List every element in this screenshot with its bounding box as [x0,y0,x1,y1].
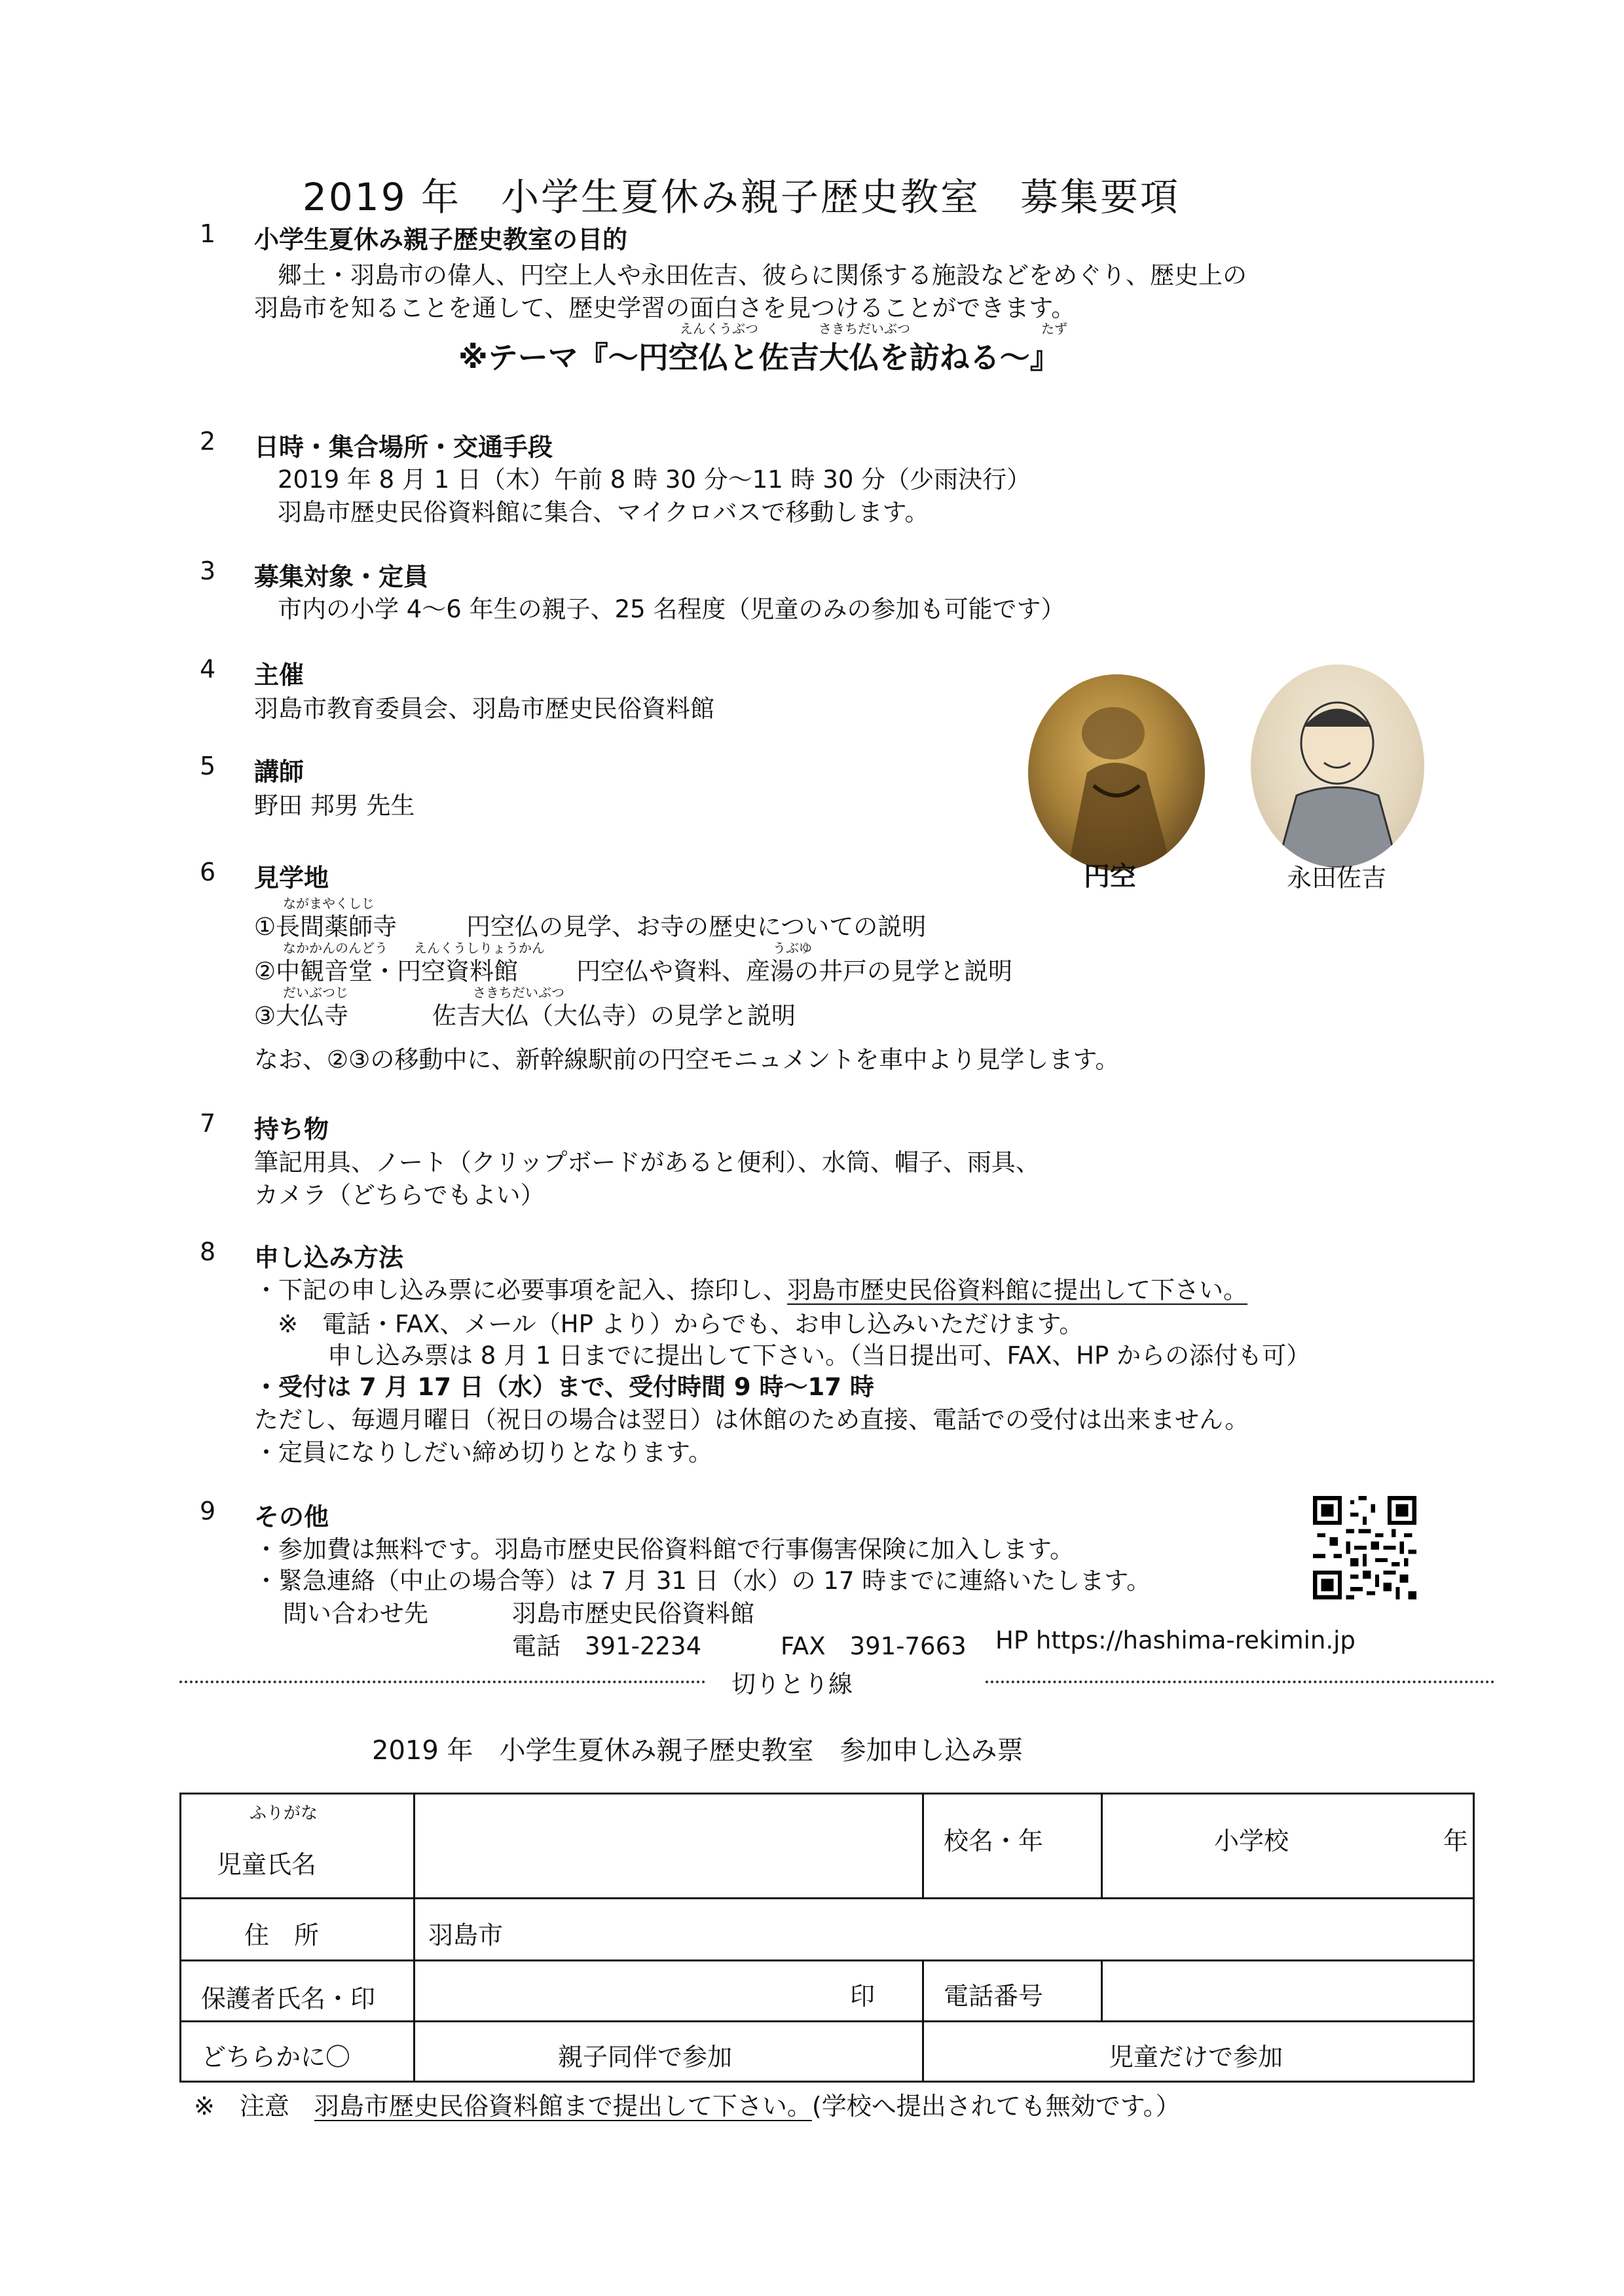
cut-line-left [179,1681,705,1683]
phone-field[interactable] [1102,1961,1474,2022]
section-text: 羽島市歴史民俗資料館に集合、マイクロバスで移動します。 [278,498,929,526]
apply-instruction: ・下記の申し込み票に必要事項を記入、捺印し、 [254,1276,787,1304]
section-heading: 見学地 [254,864,329,892]
sakichi-portrait [1251,665,1424,867]
visit-place: ③大仏寺 [254,1002,349,1030]
visit-desc: 佐吉大仏（大仏寺）の見学と説明 [432,1002,796,1030]
address-label: 住 所 [244,1921,320,1950]
section-heading: その他 [254,1503,329,1531]
visit-place: ②中観音堂・円空資料館 [254,957,519,985]
contact-phone: 電話 391-2234 [512,1632,702,1660]
section-heading: 日時・集合場所・交通手段 [254,433,553,462]
desc-ruby: さきちだいぶつ [473,985,564,1000]
section-heading: 小学生夏休み親子歴史教室の目的 [254,225,628,254]
guardian-label-cell [181,1961,415,2022]
portrait-caption: 永田佐吉 [1287,864,1387,892]
footer-underlined: 羽島市歴史民俗資料館まで提出して下さい。 [314,2092,812,2121]
phone-label-cell [923,1961,1102,2022]
place-ruby: だいぶつじ [283,985,348,1000]
section-heading: 講師 [254,757,304,786]
section-number: 7 [200,1109,216,1138]
section-text: 2019 年 8 月 1 日（木）午前 8 時 30 分～11 時 30 分（少雨決行） [278,465,1031,494]
choice-label-cell [181,2022,415,2082]
section-heading: 主催 [254,661,304,689]
phone-label: 電話番号 [944,1982,1044,2011]
section-text: 野田 邦男 先生 [254,792,415,820]
footer-suffix: (学校へ提出されても無効です。） [811,2092,1181,2121]
section-text: ・定員になりしだい締め切りとなります。 [254,1438,713,1467]
visit-desc: 円空仏の見学、お寺の歴史についての説明 [466,913,927,941]
address-field[interactable] [415,1899,1474,1961]
contact-fax: FAX 391-7663 [781,1632,967,1660]
cut-line-label: 切りとり線 [731,1670,853,1698]
school-value: 小学校 [1214,1827,1289,1855]
form-title: 2019 年 小学生夏休み親子歴史教室 参加申し込み票 [372,1736,1024,1766]
option-with-parent[interactable] [415,2022,923,2082]
address-value: 羽島市 [428,1921,504,1950]
option-with-parent-label: 親子同伴で参加 [558,2043,733,2071]
section-number: 2 [200,427,216,456]
contact-label: 問い合わせ先 [283,1599,428,1628]
section-text: ※ 電話・FAX、メール（HP より）からでも、お申し込みいただけます。 [278,1310,1084,1338]
desc-ruby: うぶゆ [773,940,812,956]
section-number: 6 [200,858,216,886]
grade-suffix: 年 [1443,1827,1469,1855]
enku-portrait [1028,674,1205,871]
school-label-cell [923,1794,1102,1899]
section-number: 3 [200,556,216,585]
section-text: ・緊急連絡（中止の場合等）は 7 月 31 日（水）の 17 時までに連絡いたします。 [254,1567,1151,1595]
section-text: 筆記用具、ノート（クリップボードがあると便利）、水筒、帽子、雨具、 [254,1148,1040,1176]
theme-ruby: さきちだいぶつ [819,321,910,337]
cut-line-right [986,1681,1494,1683]
section-heading: 持ち物 [254,1115,329,1144]
footer-prefix: ※ 注意 [194,2092,289,2121]
section-text: 申し込み票は 8 月 1 日までに提出して下さい。（当日提出可、FAX、HP からの添付も可） [327,1341,1311,1370]
theme-ruby: たず [1041,321,1067,337]
application-form [179,1793,1475,2083]
contact-name: 羽島市歴史民俗資料館 [512,1599,754,1628]
section-note: なお、②③の移動中に、新幹線駅前の円空モニュメントを車中より見学します。 [254,1046,1120,1074]
section-text: ・参加費は無料です。羽島市歴史民俗資料館で行事傷害保険に加入します。 [254,1535,1075,1563]
section-text [254,1270,1247,1305]
child-name-field[interactable] [415,1794,923,1899]
visit-desc: 円空仏や資料、産湯の井戸の見学と説明 [576,957,1012,985]
section-number: 5 [200,752,216,780]
seal-mark: 印 [850,1982,876,2011]
child-name-label: 児童氏名 [217,1850,317,1879]
section-number: 8 [200,1237,216,1266]
section-number: 4 [200,655,216,683]
section-text: 羽島市を知ることを通して、歴史学習の面白さを見つけることができます。 [254,294,1076,322]
choice-label: どちらかに〇 [201,2043,351,2071]
child-name-label-cell [181,1794,415,1899]
theme-text: ※テーマ『～円空仏と佐吉大仏を訪ねる～』 [458,340,1060,375]
section-number: 1 [200,219,216,248]
page-title: 2019 年 小学生夏休み親子歴史教室 募集要項 [303,175,1181,219]
section-number: 9 [200,1497,216,1525]
section-text: ただし、毎週月曜日（祝日の場合は翌日）は休館のため直接、電話での受付は出来ません。 [254,1406,1249,1434]
portrait-caption: 円空 [1084,862,1136,892]
option-child-only[interactable] [923,2022,1474,2082]
furigana-label: ふりがな [249,1804,318,1823]
section-text: 市内の小学 4～6 年生の親子、25 名程度（児童のみの参加も可能です） [278,595,1065,623]
address-label-cell [181,1899,415,1961]
visit-place: ①長間薬師寺 [254,913,397,941]
school-field[interactable] [1102,1794,1474,1899]
section-text: カメラ（どちらでもよい） [254,1181,545,1209]
section-heading: 申し込み方法 [254,1243,404,1272]
apply-destination: 羽島市歴史民俗資料館に提出して下さい。 [787,1276,1247,1304]
guardian-label: 保護者氏名・印 [201,1984,376,2013]
section-text: 羽島市教育委員会、羽島市歴史民俗資料館 [254,695,714,723]
place-ruby: なかかんのんどう えんくうしりょうかん [283,940,545,956]
option-child-only-label: 児童だけで参加 [1109,2043,1283,2071]
section-heading: 募集対象・定員 [254,562,429,591]
section-text: 郷土・羽島市の偉人、円空上人や永田佐吉、彼らに関係する施設などをめぐり、歴史上の [278,261,1247,289]
school-label: 校名・年 [944,1827,1044,1855]
footer-note [194,2086,1181,2122]
theme-ruby: えんくうぶつ [680,321,758,337]
deadline-text: ・受付は 7 月 17 日（水）まで、受付時間 9 時～17 時 [254,1373,874,1401]
guardian-field[interactable] [415,1961,923,2022]
place-ruby: ながまやくしじ [283,896,375,911]
qr-code [1313,1496,1416,1599]
contact-hp-link[interactable]: HP https://hashima-rekimin.jp [995,1626,1356,1654]
